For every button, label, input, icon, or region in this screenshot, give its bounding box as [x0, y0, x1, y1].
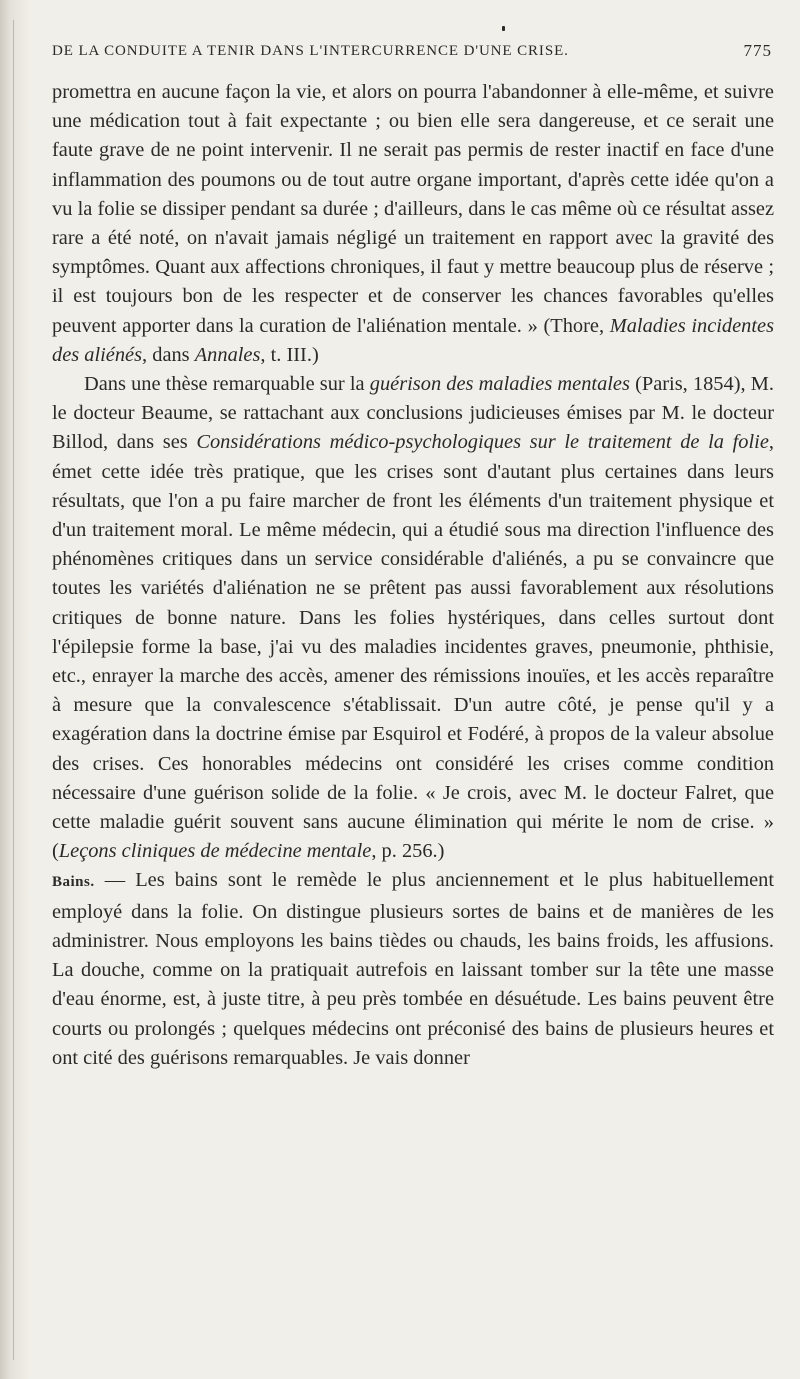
paragraph-beaume	[52, 370, 774, 866]
text-run: , t. III.)	[260, 343, 319, 366]
citation-title: Maladies incidentes des aliénés	[52, 314, 775, 366]
running-head-title: DE LA CONDUITE A TENIR DANS L'INTERCURRENCE D'UNE CRISE.	[52, 43, 569, 59]
body-text	[52, 78, 774, 1073]
citation-title: Considérations médico-psychologiques sur le traitement de la folie	[196, 431, 769, 454]
page-binding-shadow	[0, 0, 30, 1379]
page-binding-line	[13, 20, 14, 1360]
text-run: , émet cette idée très pratique, que les crises sont d'autant plus certaines dans leurs résultats, que l'on a pu faire marcher de front les éléments d'un traitement physique et d'un traitement moral. Le même médecin, qui a étudié sous ma direction l'influence des phénomènes critiques dans un service considérable d'aliénés, a pu se convaincre que toutes les variétés d'aliénation ne se prêtent pas aussi favorablement aux résolutions critiques de bonne nature. Dans les folies hystériques, dans celles surtout dont l'épilepsie forme la base, j'ai vu des maladies incidentes graves, pneumonie, phthisie, etc., enrayer la marche des accès, amener des rémissions inouïes, et les accès reparaître à mesure que la convalescence s'établissait. D'un autre côté, je pense qu'il y a exagération dans la doctrine émise par Esquirol et Fodéré, à propos de la valeur absolue des crises. Ces honorables médecins ont considéré les crises comme condition nécessaire d'une guérison solide de la folie. « Je crois, avec M. le docteur Falret, que cette maladie guérit souvent sans aucune élimination qui mérite le nom de crise. » (	[52, 431, 774, 863]
text-run: (Paris, 1854), M. le docteur Beaume, se rattachant aux conclusions judicieuses émises par M. le docteur Billod, dans ses	[52, 373, 774, 454]
print-speck	[502, 26, 505, 31]
citation-title: Leçons cliniques de médecine mentale	[58, 840, 372, 863]
citation-title: guérison des maladies mentales	[369, 373, 630, 396]
paragraph-continued	[52, 78, 774, 370]
text-run: , dans	[142, 343, 195, 366]
section-heading: Bains.	[52, 874, 95, 891]
text-run: Dans une thèse remarquable sur la	[84, 373, 370, 396]
text-run: promettra en aucune façon la vie, et alors on pourra l'abandonner à elle-même, et suivre une médication tout à fait expectante ; ou bien elle sera dangereuse, et ce serait une faute grave de ne point intervenir. Il ne serait pas permis de rester inactif en face d'une inflammation des poumons ou de tout autre organe important, d'après cette idée qu'on a vu la folie se dissiper pendant sa durée ; d'ailleurs, dans le cas même où ce résultat assez rare a été noté, on n'avait jamais négligé un traitement en rapport avec la gravité des symptômes. Quant aux affections chroniques, il faut y mettre beaucoup plus de réserve ; il est toujours bon de les respecter et de conserver les chances favorables qu'elles peuvent apporter dans la curation de l'aliénation mentale. » (Thore,	[52, 81, 774, 337]
citation-journal: Annales	[194, 343, 261, 366]
running-head	[52, 36, 772, 66]
text-run: , p. 256.)	[371, 840, 445, 863]
paragraph-bains	[52, 866, 774, 1072]
text-run: — Les bains sont le remède le plus anciennement et le plus habituellement employé dans la folie. On distingue plusieurs sortes de bains et de manières de les administrer. Nous employons les bains tièdes ou chauds, les bains froids, les affusions. La douche, comme on la pratiquait autrefois en laissant tomber sur la tête une masse d'eau énorme, est, à juste titre, à peu près tombée en désuétude. Les bains peuvent être courts ou prolongés ; quelques médecins ont préconisé des bains de plusieurs heures et ont cité des guérisons remarquables. Je vais donner	[52, 869, 774, 1069]
page-number: 775	[743, 41, 772, 60]
